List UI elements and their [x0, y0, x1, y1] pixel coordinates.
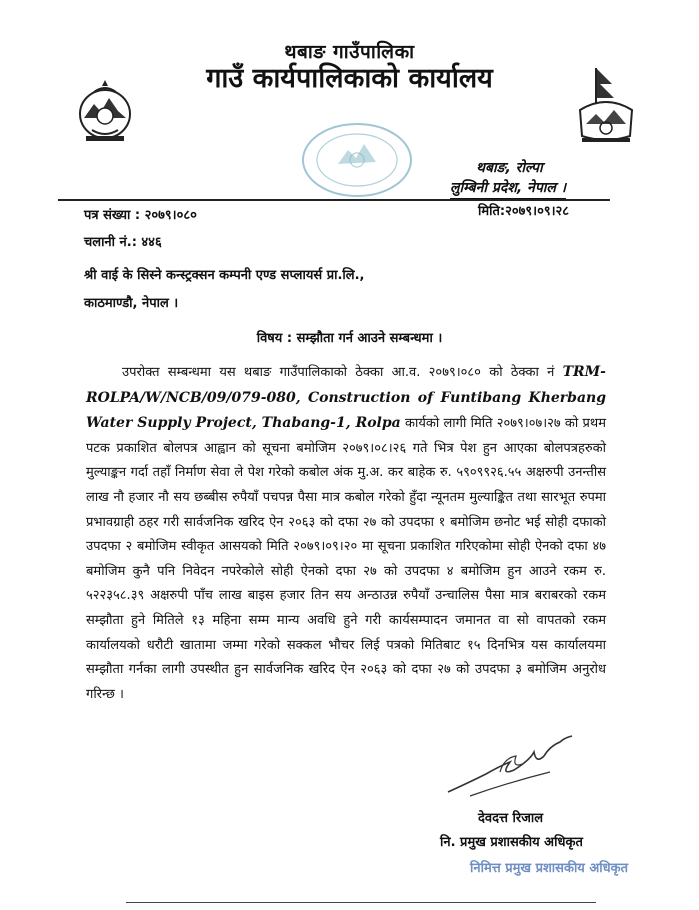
- letter-subject: विषय : सम्झौता गर्न आउने सम्बन्धमा ।: [256, 331, 443, 346]
- letter-date: मिति:२०७९।०९।२८: [478, 204, 570, 219]
- signatory-name: देवदत्त रिजाल: [478, 811, 544, 826]
- body-text-part-1: उपरोक्त सम्बन्धमा यस थबाङ गाउँपालिकाको ठेक्का आ.व. २०७९।०८० को ठेक्का नं: [122, 365, 563, 380]
- recipient-line-1: श्री वाई के सिस्ने कन्स्ट्रक्सन कम्पनी एण्ड सप्लायर्स प्रा.लि.,: [84, 268, 365, 283]
- designation-stamp: निमित्त प्रमुख प्रशासकीय अधिकृत: [470, 861, 629, 876]
- office-title: गाउँ कार्यपालिकाको कार्यालय: [206, 63, 493, 94]
- letter-body: [86, 360, 606, 707]
- office-seal-icon: [298, 120, 416, 200]
- address-line-1: थबाङ, रोल्पा: [476, 160, 543, 176]
- handwritten-signature-icon: [440, 722, 580, 802]
- office-name: थबाङ गाउँपालिका: [284, 41, 415, 63]
- address-line-2: लुम्बिनी प्रदेश, नेपाल ।: [450, 178, 566, 199]
- dispatch-number: चलानी नं.: ४४६: [84, 235, 162, 250]
- footer-rule: [126, 902, 596, 903]
- signatory-designation: नि. प्रमुख प्रशासकीय अधिकृत: [440, 835, 583, 850]
- ref-number: पत्र संख्या : २०७९।०८०: [84, 208, 197, 223]
- body-text-part-2: कार्यको लागी मिति २०७९।०७।२७ को प्रथम पटक प्रकाशित बोलपत्र आह्वान को सूचना बमोजिम २०७९।०८।२६ गते भित्र पेश हुन आएका बोलपत्रहरुको मुल्याङ्कन गर्दा तहाँ निर्माण सेवा ले पेश गरेको कबोल अंक मु.अ. कर बाहेक रु. ५९०९९२६.५५ अक्षरुपी उनन्तीस लाख नौ हजार नौ सय छब्बीस रुपैयाँ पचपन्न पैसा मात्र कबोल गरेको हुँदा न्यूनतम मुल्याङ्कित तथा सारभूत रुपमा प्रभावग्राही ठहर गरी सार्वजनिक खरिद ऐन २०६३ को दफा २७ को उपदफा १ बमोजिम छनोट भई सोही दफाको उपदफा २ बमोजिम स्वीकृत आसयको मिति २०७९।०९।२० मा सूचना प्रकाशित गरिएकोमा सोही ऐनको दफा ४७ बमोजिम कुनै पनि निवेदन नपरेकोले सोही ऐनको दफा २७ को उपदफा ४ बमोजिम हुन आउने रकम रु. ५२२३५८.३९ अक्षरुपी पाँच लाख बाइस हजार तिन सय अन्ठाउन्न रुपैयाँ उन्चालिस पैसा मात्र बराबरको रकम सम्झौता हुने मितिले १३ महिना सम्म मान्य अवधि हुने गरी कार्यसम्पादन जमानत वा सो वापतको रकम कार्यालयको धरौटी खातामा जम्मा गरेको सक्कल भौचर लिई पत्रको मितिबाट १५ दिनभित्र यस कार्यालयमा सम्झौता गर्नका लागी उपस्थीत हुन सार्वजनिक खरिद ऐन २०६३ को दफा २७ को उपदफा ३ बमोजिम अनुरोध गरिन्छ ।: [86, 416, 606, 702]
- recipient-line-2: काठमाण्डौ, नेपाल ।: [84, 296, 179, 311]
- project-name: TRM-ROLPA/W/NCB/09/079-080, Construction of Funtibang Kherbang Water Supply Project, Thabang-1, Rolpa: [86, 364, 606, 432]
